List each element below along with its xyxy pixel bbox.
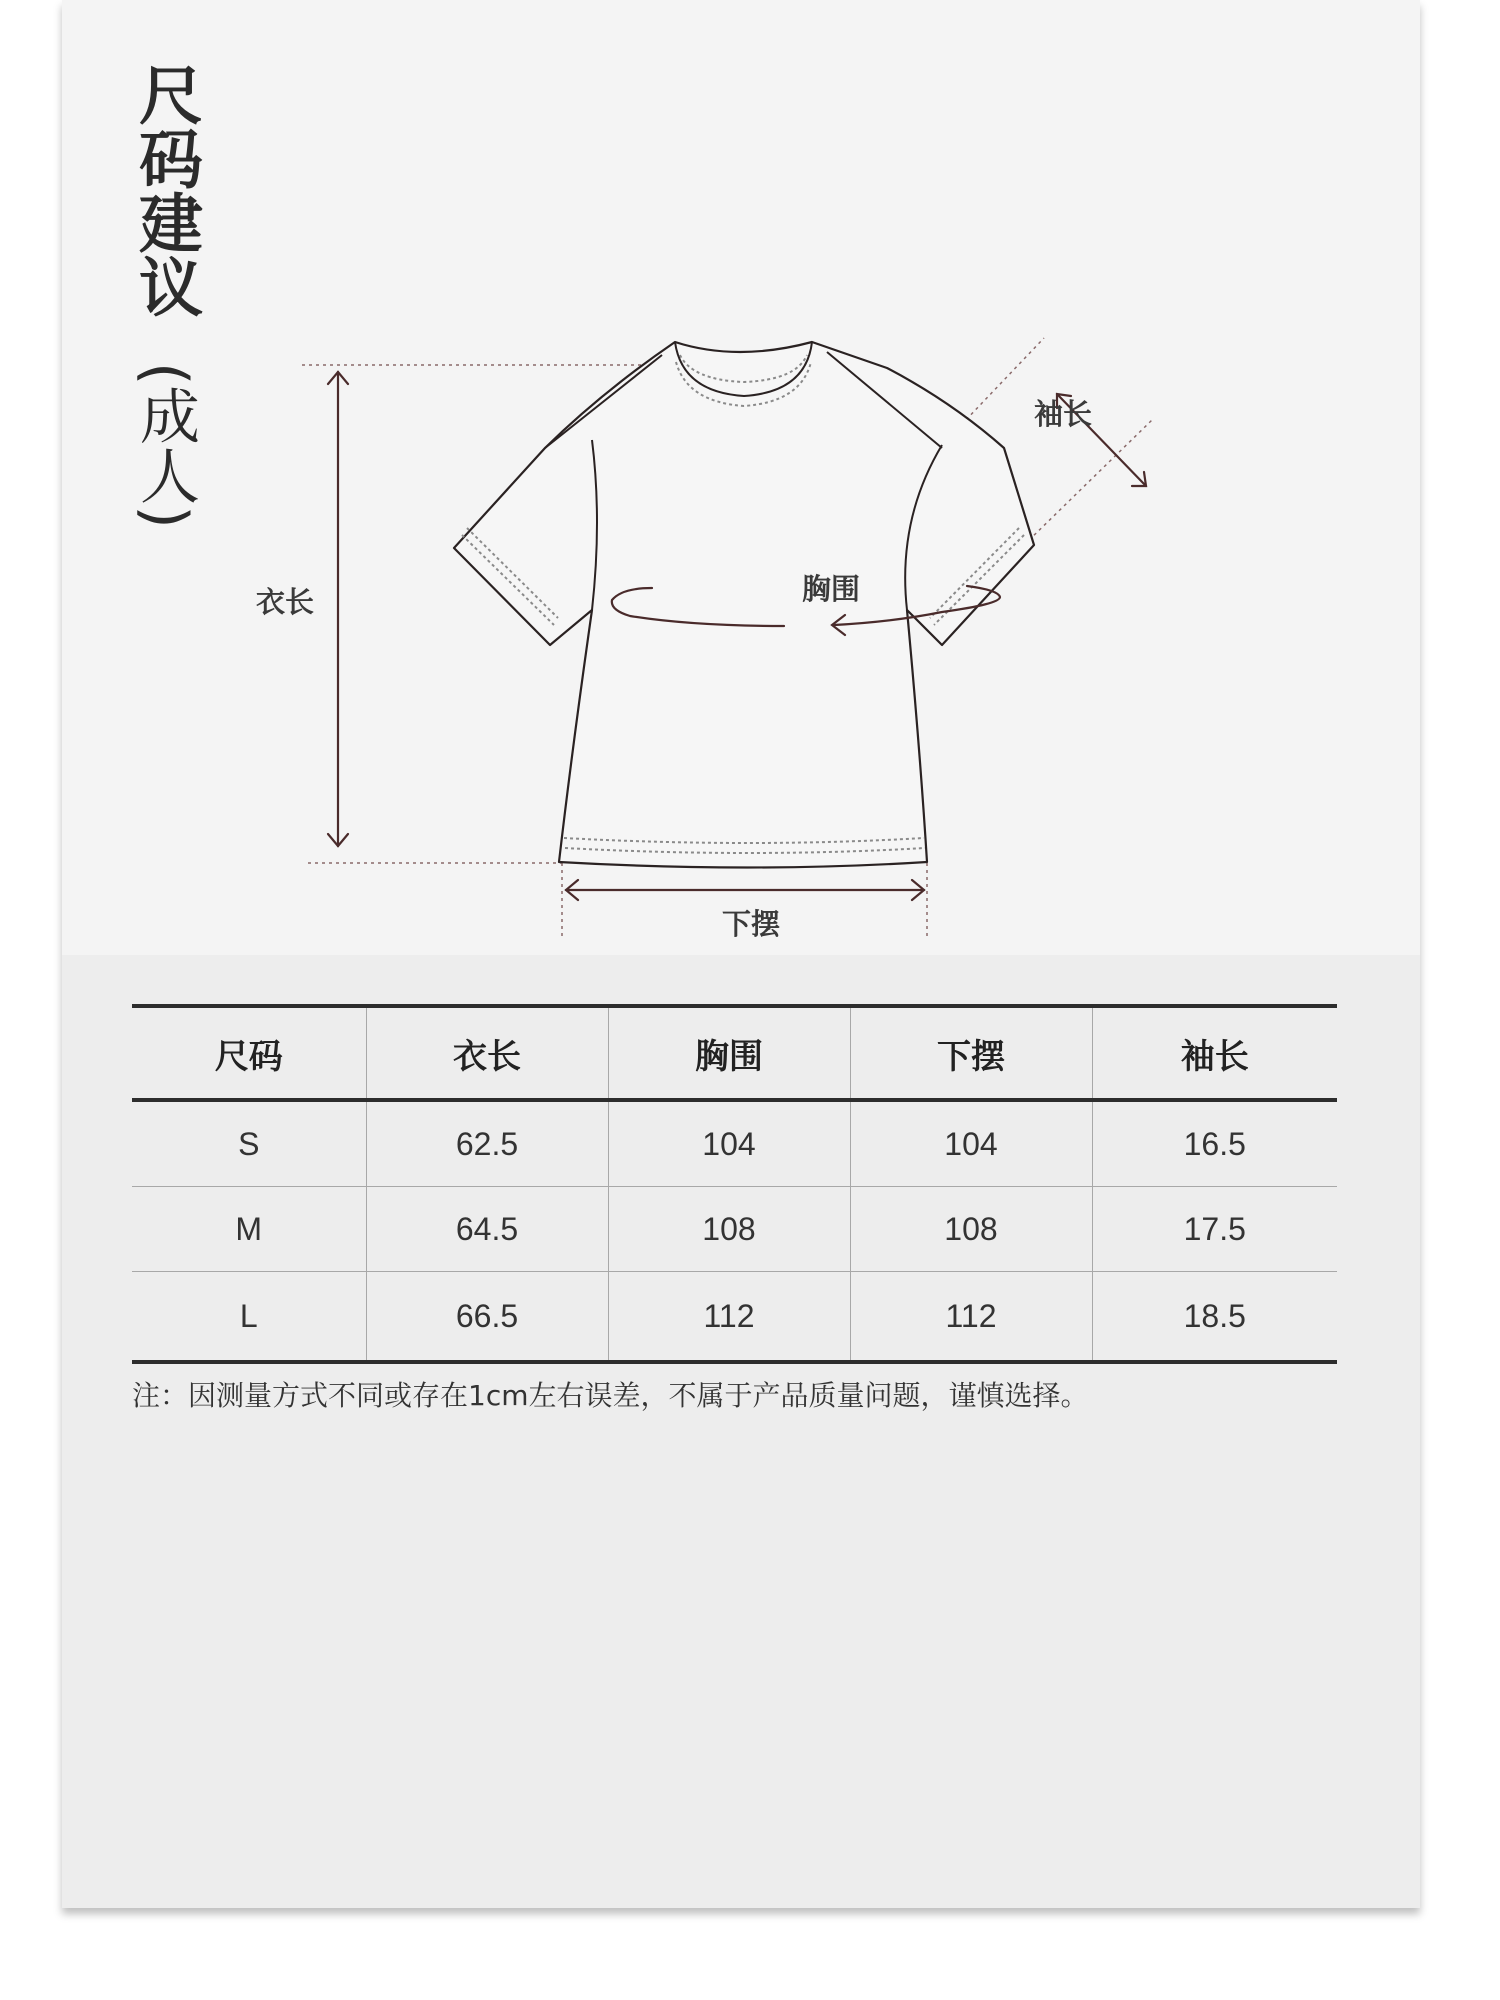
cell-chest: 108 [608, 1187, 850, 1272]
cell-hem: 108 [850, 1187, 1092, 1272]
page-title: 尺码建议 [128, 62, 202, 318]
cell-sleeve: 16.5 [1092, 1100, 1337, 1187]
cell-length: 66.5 [366, 1272, 608, 1363]
cell-hem: 112 [850, 1272, 1092, 1363]
header-length: 衣长 [366, 1006, 608, 1100]
size-table [132, 1004, 1337, 1364]
cell-size: M [132, 1187, 366, 1272]
cell-chest: 104 [608, 1100, 850, 1187]
header-sleeve: 袖长 [1092, 1006, 1337, 1100]
sleeve-guide-bottom [1024, 420, 1152, 545]
header-hem: 下摆 [850, 1006, 1092, 1100]
cell-hem: 104 [850, 1100, 1092, 1187]
page-subtitle: (成人) [130, 362, 200, 529]
table-header-row [132, 1006, 1337, 1100]
size-guide-card [62, 0, 1420, 1908]
header-chest: 胸围 [608, 1006, 850, 1100]
cell-length: 64.5 [366, 1187, 608, 1272]
cell-size: L [132, 1272, 366, 1363]
table-row [132, 1100, 1337, 1187]
sleeve-label: 袖长 [1034, 397, 1093, 431]
cell-sleeve: 18.5 [1092, 1272, 1337, 1363]
hem-label: 下摆 [722, 907, 781, 941]
table-row [132, 1187, 1337, 1272]
tshirt-diagram [62, 0, 1420, 955]
disclaimer-note: 注：因测量方式不同或存在1cm左右误差，不属于产品质量问题，谨慎选择。 [132, 1379, 1089, 1412]
cell-length: 62.5 [366, 1100, 608, 1187]
table-row [132, 1272, 1337, 1363]
tshirt-outline [454, 342, 1034, 868]
chest-label: 胸围 [802, 572, 861, 606]
cell-size: S [132, 1100, 366, 1187]
cell-sleeve: 17.5 [1092, 1187, 1337, 1272]
header-size: 尺码 [132, 1006, 366, 1100]
length-label: 衣长 [256, 585, 315, 619]
cell-chest: 112 [608, 1272, 850, 1363]
